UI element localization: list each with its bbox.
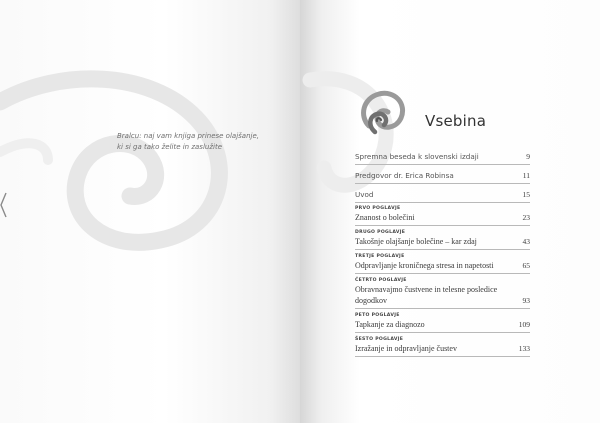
page-edge-mark: [0, 192, 7, 218]
divider: [355, 249, 530, 250]
toc-entry-title: Znanost o bolečini: [355, 213, 415, 222]
toc-entry-page: 43: [522, 237, 530, 246]
toc-entry-title: Predgovor dr. Erica Robinsa: [355, 171, 454, 180]
chapter-label: ŠESTO POGLAVJE: [355, 337, 404, 342]
toc-entry-page: 9: [526, 152, 530, 161]
toc-entry-page: 65: [522, 261, 530, 270]
toc-entry-title: Uvod: [355, 190, 374, 199]
chapter-label: PETO POGLAVJE: [355, 313, 400, 318]
toc-entry-spremna-beseda[interactable]: [355, 151, 530, 165]
divider: [355, 202, 530, 203]
divider: [355, 356, 530, 357]
divider: [355, 164, 530, 165]
swirl-watermark-left: [0, 40, 300, 280]
toc-entry-chapter-6[interactable]: [355, 336, 530, 357]
divider: [355, 332, 530, 333]
divider: [355, 273, 530, 274]
toc-entry-chapter-4[interactable]: [355, 277, 530, 309]
toc-entry-title: Obravnavajmo čustvene in telesne posledice dogodkov: [355, 285, 498, 305]
toc-entry-uvod[interactable]: [355, 189, 530, 203]
toc-entry-page: 93: [522, 296, 530, 305]
toc-entry-chapter-3[interactable]: [355, 253, 530, 274]
toc-entry-chapter-5[interactable]: [355, 312, 530, 333]
toc-entry-title: Spremna beseda k slovenski izdaji: [355, 152, 479, 161]
toc-entry-page: 15: [522, 190, 530, 199]
table-of-contents: [355, 151, 530, 362]
toc-entry-page: 23: [522, 213, 530, 222]
dedication-line: Bralcu: naj vam knjiga prinese olajšanje,: [117, 132, 259, 140]
toc-entry-title: Tapkanje za diagnozo: [355, 320, 425, 329]
dedication: [117, 131, 287, 152]
divider: [355, 225, 530, 226]
chapter-label: TRETJE POGLAVJE: [355, 254, 405, 259]
dedication-line: ki si ga tako želite in zaslužite: [117, 142, 223, 151]
chapter-label: PRVO POGLAVJE: [355, 206, 401, 211]
toc-entry-page: 133: [518, 344, 530, 353]
toc-entry-title: Odpravljanje kroničnega stresa in napetosti: [355, 261, 494, 270]
toc-title: Vsebina: [425, 112, 487, 130]
toc-entry-chapter-1[interactable]: [355, 205, 530, 226]
toc-entry-title: Takošnje olajšanje bolečine – kar zdaj: [355, 237, 477, 246]
swirl-logo-icon: [355, 80, 413, 142]
chapter-label: DRUGO POGLAVJE: [355, 230, 406, 235]
toc-entry-chapter-2[interactable]: [355, 229, 530, 250]
divider: [355, 183, 530, 184]
toc-entry-title: Izražanje in odpravljanje čustev: [355, 344, 457, 353]
toc-entry-page: 11: [522, 171, 530, 180]
toc-entry-predgovor[interactable]: [355, 170, 530, 184]
chapter-label: ČETRTO POGLAVJE: [355, 278, 407, 283]
toc-entry-page: 109: [518, 320, 530, 329]
divider: [355, 308, 530, 309]
